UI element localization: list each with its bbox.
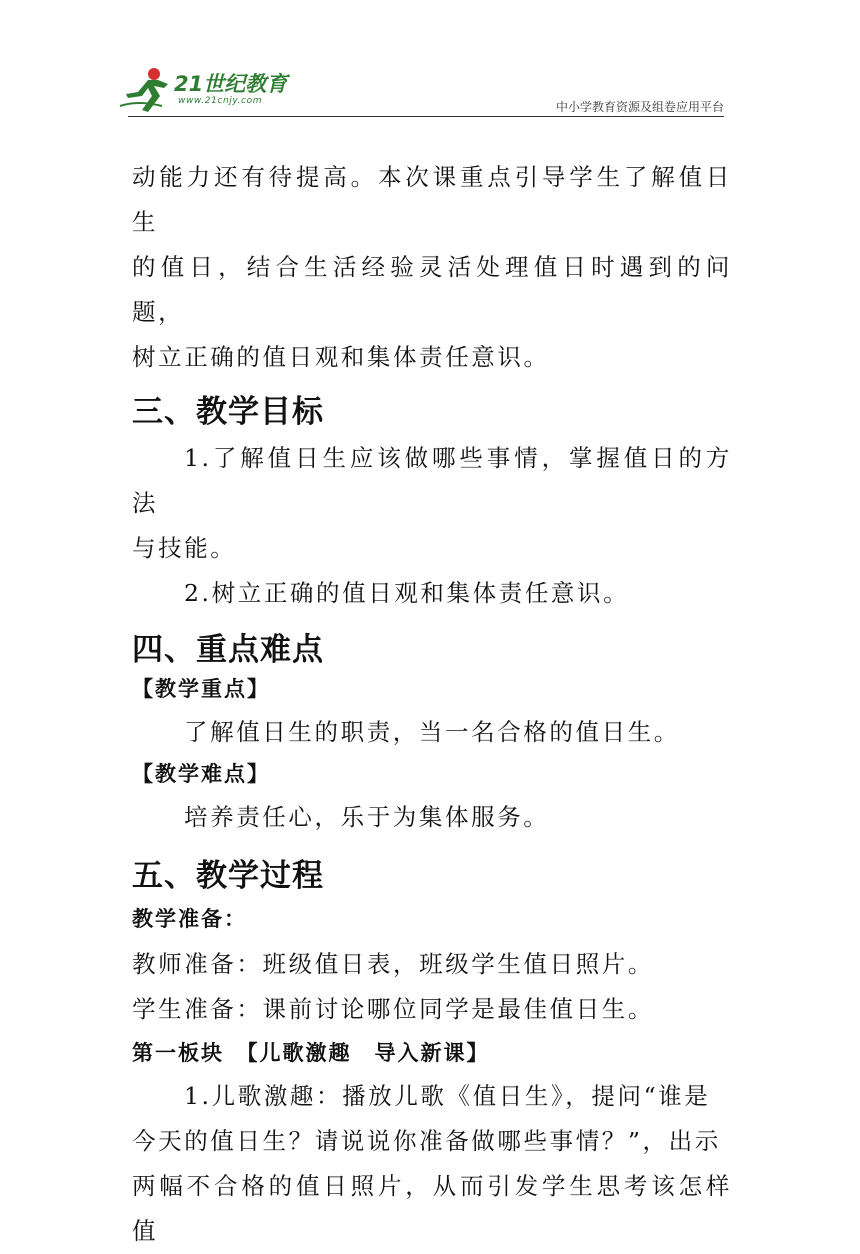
goal-1-line-1: 1.了解值日生应该做哪些事情，掌握值日的方法 (132, 444, 732, 517)
difficulty-text: 培养责任心，乐于为集体服务。 (184, 803, 550, 831)
step-1-line-3: 两幅不合格的值日照片，从而引发学生思考该怎样值 (132, 1172, 732, 1245)
intro-line-2: 的值日，结合生活经验灵活处理值日时遇到的问题， (132, 253, 732, 326)
prep-label: 教学准备： (132, 907, 247, 931)
goal-2: 2.树立正确的值日观和集体责任意识。 (184, 579, 630, 607)
intro-line-3: 树立正确的值日观和集体责任意识。 (132, 343, 550, 371)
goal-1-line-2: 与技能。 (132, 534, 237, 562)
section-4-heading: 四、重点难点 (132, 632, 324, 668)
step-1-line-1: 1.儿歌激趣：播放儿歌《值日生》，提问“谁是 (184, 1082, 711, 1110)
block-1-title: 第一板块 【儿歌激趣 导入新课】 (132, 1041, 490, 1065)
logo-url: www.21cnjy.com (178, 96, 263, 106)
section-5-heading: 五、教学过程 (132, 858, 324, 894)
page-header (0, 0, 860, 120)
difficulty-label: 【教学难点】 (132, 762, 270, 786)
teacher-prep: 教师准备：班级值日表，班级学生值日照片。 (132, 950, 654, 978)
key-point-label: 【教学重点】 (132, 677, 270, 701)
step-1-line-2: 今天的值日生？请说说你准备做哪些事情？”，出示 (132, 1127, 721, 1155)
intro-line-1: 动能力还有待提高。本次课重点引导学生了解值日生 (132, 163, 732, 236)
document-body (132, 155, 732, 1254)
key-point-text: 了解值日生的职责，当一名合格的值日生。 (184, 718, 680, 746)
section-3-heading: 三、教学目标 (132, 394, 324, 430)
student-prep: 学生准备：课前讨论哪位同学是最佳值日生。 (132, 995, 654, 1023)
site-logo[interactable] (118, 66, 298, 116)
platform-tagline: 中小学教育资源及组卷应用平台 (555, 100, 724, 114)
logo-wordmark: 21世纪教育 (174, 72, 288, 96)
header-divider (128, 116, 724, 117)
runner-logo-icon (118, 66, 178, 114)
